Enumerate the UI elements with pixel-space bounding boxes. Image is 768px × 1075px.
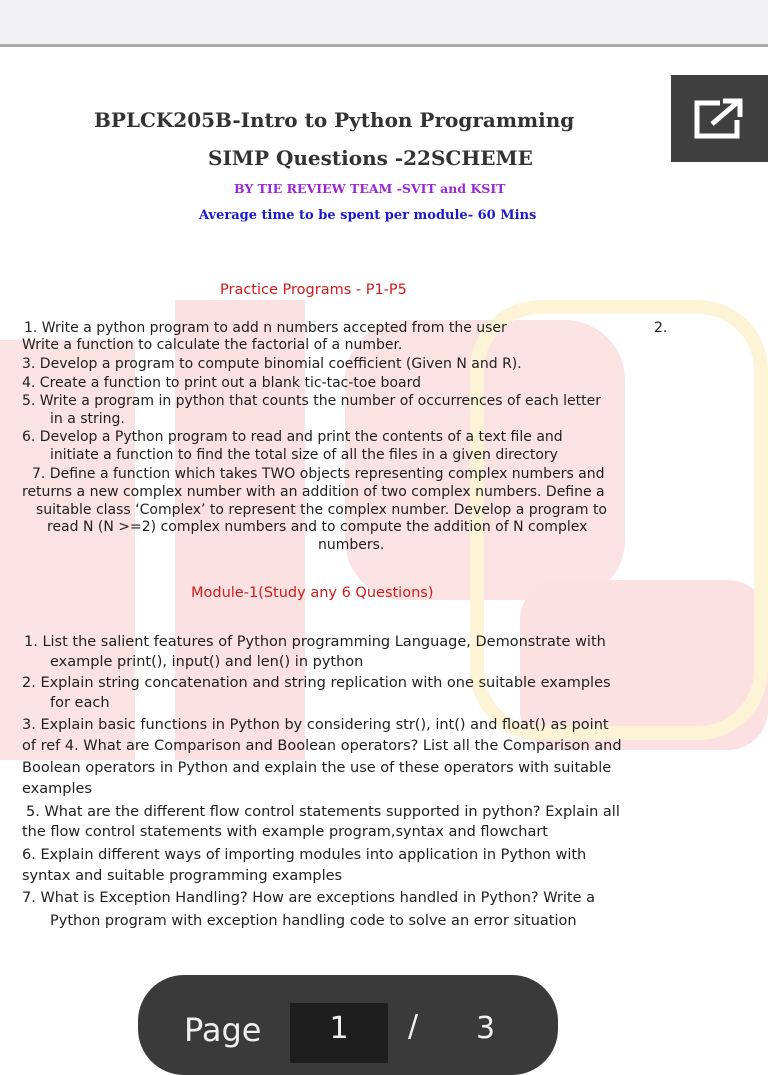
text-line: 3. Explain basic functions in Python by considering str(), int() and float() as point — [22, 717, 609, 733]
document-subtitle: SIMP Questions -22SCHEME — [208, 146, 533, 170]
text-line: suitable class ‘Complex’ to represent the complex number. Develop a program to — [36, 502, 607, 518]
current-page: 1 — [329, 1011, 349, 1046]
text-line: 7. What is Exception Handling? How are exceptions handled in Python? Write a — [22, 890, 595, 906]
document-title: BPLCK205B-Intro to Python Programming — [94, 108, 575, 132]
text-line: numbers. — [318, 537, 385, 553]
text-line: read N (N >=2) complex numbers and to compute the addition of N complex — [47, 519, 588, 535]
text-line: in a string. — [50, 411, 125, 427]
text-line: 6. Explain different ways of importing modules into application in Python with — [22, 847, 587, 863]
text-line: Python program with exception handling code to solve an error situation — [50, 913, 577, 929]
text-line: for each — [50, 695, 110, 711]
practice-heading: Practice Programs - P1-P5 — [220, 282, 407, 298]
text-line: 2. — [654, 320, 668, 336]
text-line: 3. Develop a program to compute binomial coefficient (Given N and R). — [22, 356, 522, 372]
time-note: Average time to be spent per module- 60 Mins — [199, 208, 537, 223]
text-line: 6. Develop a Python program to read and print the contents of a text file and — [22, 429, 563, 445]
text-line: initiate a function to find the total size of all the files in a given directory — [50, 447, 558, 463]
module-heading: Module-1(Study any 6 Questions) — [191, 585, 434, 601]
total-pages: 3 — [476, 1011, 496, 1046]
text-line: the flow control statements with example program,syntax and flowchart — [22, 824, 548, 840]
text-line: returns a new complex number with an addition of two complex numbers. Define a — [22, 484, 605, 500]
page-label: Page — [184, 1011, 262, 1049]
page-navigator — [138, 975, 558, 1075]
text-line: example print(), input() and len() in python — [50, 654, 364, 670]
text-line: Boolean operators in Python and explain the use of these operators with suitable — [22, 760, 612, 776]
text-line: examples — [22, 781, 92, 797]
text-line: syntax and suitable programming examples — [22, 868, 343, 884]
text-line: Write a function to calculate the factorial of a number. — [22, 337, 403, 353]
page-number-input[interactable] — [290, 1003, 388, 1063]
document-byline: BY TIE REVIEW TEAM -SVIT and KSIT — [234, 181, 506, 196]
text-line: 1. Write a python program to add n numbers accepted from the user — [24, 320, 507, 336]
text-line: 4. Create a function to print out a blank tic-tac-toe board — [22, 375, 421, 391]
text-line: 2. Explain string concatenation and string replication with one suitable examples — [22, 675, 611, 691]
text-line: of ref 4. What are Comparison and Boolean operators? List all the Comparison and — [22, 738, 622, 754]
text-line: 5. Write a program in python that counts the number of occurrences of each letter — [22, 393, 602, 409]
page-separator: / — [408, 1009, 419, 1044]
text-line: 7. Define a function which takes TWO objects representing complex numbers and — [32, 466, 605, 482]
text-line: 5. What are the different flow control statements supported in python? Explain all — [26, 804, 620, 820]
text-line: 1. List the salient features of Python programming Language, Demonstrate with — [24, 634, 606, 650]
